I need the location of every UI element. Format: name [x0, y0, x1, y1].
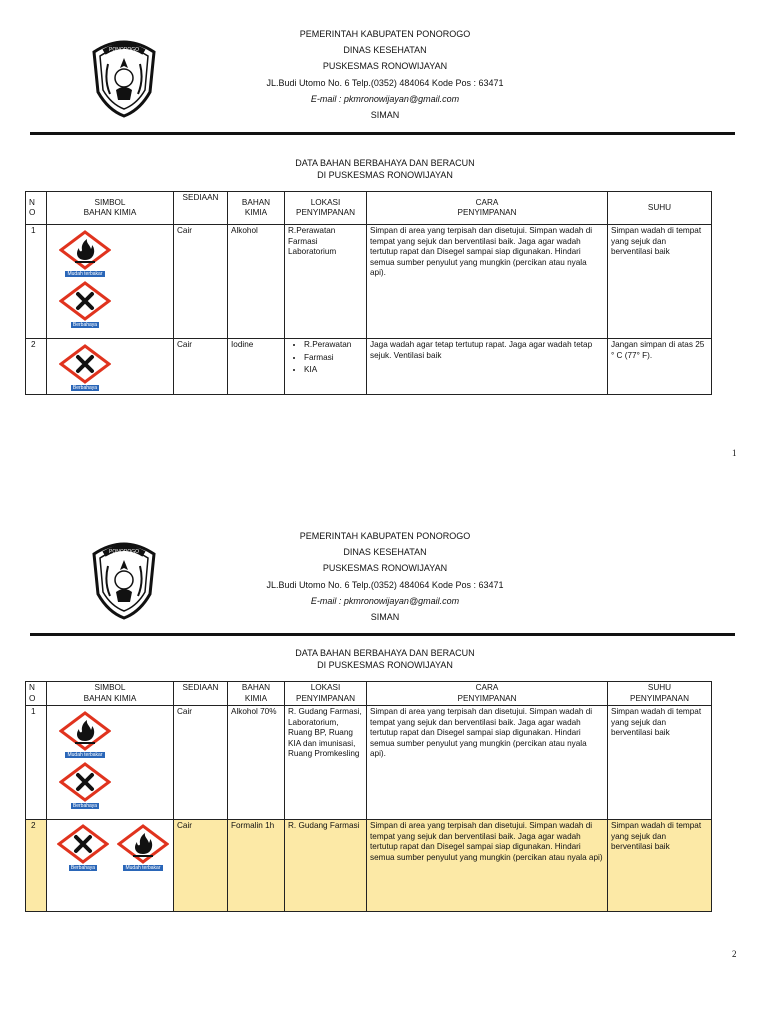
storage-method-cell: Jaga wadah agar tetap tertutup rapat. Jaga agar wadah tetap sejuk. Ventilasi baik	[367, 339, 608, 395]
department-name: DINAS KESEHATAN	[343, 547, 427, 558]
flammable-pictogram	[116, 824, 170, 871]
letterhead	[0, 528, 768, 638]
chemical-cell: Iodine	[228, 339, 285, 395]
storage-method-cell: Simpan di area yang terpisah dan disetujui. Simpan wadah di tempat yang sejuk dan berventilasi baik. Jaga agar wadah tertutup rapat dan Disegel sampai siap digunakan. Hindari semua sumber penyulut yang mungkin (percikan atau nyala api)	[367, 820, 608, 912]
harmful-pictogram	[58, 762, 112, 809]
clinic-name: PUSKESMAS RONOWIJAYAN	[322, 61, 448, 72]
harmful-label: Berbahaya	[70, 865, 96, 871]
flammable-label: Mudah terbakar	[67, 752, 103, 758]
col-chemical: BAHAN KIMIA	[228, 682, 285, 706]
temperature-cell: Simpan wadah di tempat yang sejuk dan berventilasi baik	[608, 820, 712, 912]
address: JL.Budi Utomo No. 6 Telp.(0352) 484064 Kode Pos : 63471	[266, 579, 504, 590]
col-storage-method: CARA PENYIMPANAN	[367, 192, 608, 225]
district: SIMAN	[370, 110, 400, 121]
symbol-cell	[47, 820, 174, 912]
col-symbol: SIMBOL BAHAN KIMIA	[47, 192, 174, 225]
flame-icon	[59, 711, 111, 751]
flammable-label: Mudah terbakar	[125, 865, 161, 871]
government-name: PEMERINTAH KABUPATEN PONOROGO	[299, 29, 471, 39]
storage-method-cell: Simpan di area yang terpisah dan disetujui. Simpan wadah di tempat yang sejuk dan berventilasi baik. Jaga agar wadah tertutup rapat dan Disegel sampai siap digunakan. Hindari semua sumber penyulut yang mungkin (percikan atau nyala api).	[367, 225, 608, 339]
table-row-highlighted	[26, 820, 712, 912]
chemical-cell: Formalin 1h	[228, 820, 285, 912]
preparation-cell: Cair	[174, 339, 228, 395]
col-storage-method: CARA PENYIMPANAN	[367, 682, 608, 706]
harmful-pictogram	[56, 824, 110, 871]
chemical-cell: Alkohol	[228, 225, 285, 339]
letterhead-text	[200, 528, 570, 625]
cross-icon	[57, 824, 109, 864]
row-number: 2	[26, 820, 47, 912]
col-chemical: BAHAN KIMIA	[228, 192, 285, 225]
preparation-cell: Cair	[174, 706, 228, 820]
col-no: N O	[26, 682, 47, 706]
crest-text: PONOROGO	[108, 549, 140, 555]
temperature-cell: Simpan wadah di tempat yang sejuk dan berventilasi baik	[608, 706, 712, 820]
district: SIMAN	[370, 612, 400, 623]
location-cell: R.Perawatan Farmasi Laboratorium	[285, 225, 367, 339]
location-item: • Farmasi	[304, 353, 363, 364]
title-line-1: DATA BAHAN BERBAHAYA DAN BERACUN	[295, 158, 475, 168]
col-location: LOKASI PENYIMPANAN	[285, 192, 367, 225]
location-item: • R.Perawatan	[304, 340, 363, 351]
preparation-cell: Cair	[174, 225, 228, 339]
flame-icon	[117, 824, 169, 864]
address: JL.Budi Utomo No. 6 Telp.(0352) 484064 Kode Pos : 63471	[266, 77, 504, 88]
col-preparation: SEDIAAN	[174, 192, 228, 225]
temperature-cell: Simpan wadah di tempat yang sejuk dan berventilasi baik	[608, 225, 712, 339]
table-header-row	[26, 682, 712, 706]
col-location: LOKASI PENYIMPANAN	[285, 682, 367, 706]
col-preparation: SEDIAAN	[174, 682, 228, 706]
col-temperature: SUHU PENYIMPANAN	[608, 682, 712, 706]
crest-text: PONOROGO	[108, 47, 140, 53]
table-row	[26, 706, 712, 820]
cross-icon	[59, 762, 111, 802]
storage-method-cell: Simpan di area yang terpisah dan disetujui. Simpan wadah di tempat yang sejuk dan berventilasi baik. Jaga agar wadah tertutup rapat dan Disegel sampai siap digunakan. Hindari semua sumber penyulut yang mungkin (percikan atau nyala api).	[367, 706, 608, 820]
email: E-mail : pkmronowijayan@gmail.com	[310, 595, 460, 606]
title-line-1: DATA BAHAN BERBAHAYA DAN BERACUN	[295, 648, 475, 658]
row-number: 2	[26, 339, 47, 395]
symbol-cell	[47, 706, 174, 820]
hazardous-materials-table	[25, 681, 712, 912]
page-number: 2	[732, 949, 737, 959]
government-name: PEMERINTAH KABUPATEN PONOROGO	[299, 531, 471, 541]
chemical-cell: Alkohol 70%	[228, 706, 285, 820]
title-line-2: DI PUSKESMAS RONOWIJAYAN	[317, 660, 453, 670]
email: E-mail : pkmronowijayan@gmail.com	[310, 93, 460, 104]
row-number: 1	[26, 225, 47, 339]
document-title	[200, 647, 570, 671]
col-symbol: SIMBOL BAHAN KIMIA	[47, 682, 174, 706]
department-name: DINAS KESEHATAN	[343, 45, 427, 56]
clinic-name: PUSKESMAS RONOWIJAYAN	[322, 563, 448, 574]
preparation-cell: Cair	[174, 820, 228, 912]
row-number: 1	[26, 706, 47, 820]
letterhead-divider	[30, 633, 735, 636]
harmful-label: Berbahaya	[72, 322, 98, 328]
location-item: • KIA	[304, 365, 363, 376]
flammable-pictogram	[58, 711, 112, 758]
regency-crest-logo	[90, 536, 158, 620]
col-temperature: SUHU	[608, 192, 712, 225]
col-no: N O	[26, 192, 47, 225]
harmful-label: Berbahaya	[72, 803, 98, 809]
temperature-cell: Jangan simpan di atas 25 ° C (77° F).	[608, 339, 712, 395]
title-line-2: DI PUSKESMAS RONOWIJAYAN	[317, 170, 453, 180]
harmful-label: Berbahaya	[72, 385, 98, 391]
location-cell: R. Gudang Farmasi	[285, 820, 367, 912]
flammable-label: Mudah terbakar	[67, 271, 103, 277]
location-cell: R. Gudang Farmasi, Laboratorium, Ruang BP, Ruang KIA dan imunisasi, Ruang Promkesling	[285, 706, 367, 820]
page-number: 1	[732, 448, 737, 458]
